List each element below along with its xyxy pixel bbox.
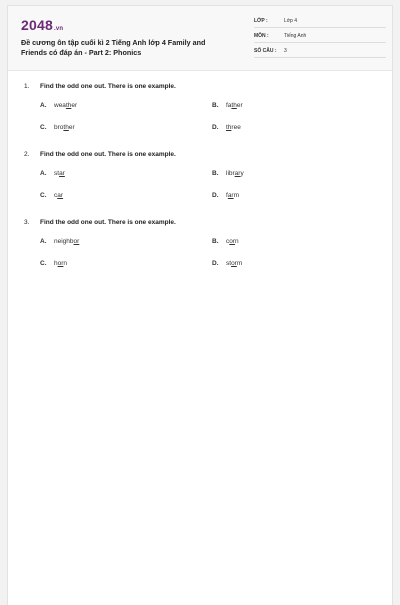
option-text: n [63,260,68,267]
question-2-title [24,151,176,158]
question-1-title [24,83,176,90]
option-text: neighb [54,238,74,245]
q2-option-a[interactable] [40,170,65,177]
q3-option-c[interactable] [40,260,67,267]
option-text: m [233,192,240,199]
option-letter: A. [40,102,47,109]
option-underlined: ar [227,192,234,199]
option-text: wea [54,102,66,109]
option-text: ree [231,124,241,131]
title-line-1: Đề cương ôn tập cuối kì 2 Tiếng Anh lớp 4 Family and [21,38,206,47]
option-letter: B. [212,102,219,109]
option-letter: B. [212,170,219,177]
meta-subject-label: MÔN : [254,33,269,39]
meta-class [254,16,386,28]
page-header [8,6,392,71]
option-letter: C. [40,260,47,267]
q1-option-a[interactable] [40,102,77,109]
option-letter: D. [212,124,219,131]
option-text: fa [226,102,232,109]
meta-class-label: LỚP : [254,18,268,24]
worksheet [7,5,393,605]
question-number: 3. [24,219,30,226]
option-letter: A. [40,238,47,245]
option-underlined: ar [59,170,65,177]
q1-option-d[interactable] [212,124,241,131]
option-letter: D. [212,192,219,199]
option-letter: A. [40,170,47,177]
logo-text: 2048 [21,17,53,33]
option-text: er [236,102,243,109]
meta-class-value: Lớp 4 [284,18,298,24]
option-text: libr [226,170,235,177]
site-logo[interactable] [21,17,63,33]
q3-option-a[interactable] [40,238,79,245]
option-text: st [226,260,232,267]
meta-subject [254,31,386,43]
option-letter: B. [212,238,219,245]
option-text: bro [54,124,64,131]
meta-count-value: 3 [284,48,287,54]
option-underlined: or [231,260,237,267]
option-text: f [226,192,228,199]
q1-option-b[interactable] [212,102,243,109]
option-underlined: th [63,124,69,131]
option-text: m [236,260,243,267]
page-title [21,38,231,58]
option-text: st [54,170,60,177]
q2-option-b[interactable] [212,170,244,177]
logo-suffix: .vn [53,26,64,32]
option-text: er [68,124,75,131]
meta-count [254,46,386,58]
q2-option-c[interactable] [40,192,63,199]
meta-count-label: SỐ CÂU : [254,48,277,54]
question-number: 2. [24,151,30,158]
option-text: er [71,102,78,109]
option-underlined: ar [57,192,64,199]
option-letter: C. [40,124,47,131]
option-underlined: ar [234,170,241,177]
option-text: n [235,238,239,245]
option-text: y [240,170,244,177]
option-underlined: th [226,124,232,131]
q3-option-b[interactable] [212,238,239,245]
option-letter: C. [40,192,47,199]
option-letter: D. [212,260,219,267]
question-text: Find the odd one out. There is one example. [40,83,176,90]
q3-option-d[interactable] [212,260,242,267]
question-text: Find the odd one out. There is one example. [40,151,176,158]
option-underlined: th [65,102,72,109]
option-underlined: or [229,238,236,245]
title-line-2: Friends có đáp án - Part 2: Phonics [21,48,142,57]
question-number: 1. [24,83,30,90]
meta-subject-value: Tiếng Anh [284,33,307,39]
option-text: c [54,192,58,199]
option-text: c [226,238,230,245]
q2-option-d[interactable] [212,192,239,199]
option-underlined: or [57,260,64,267]
option-text: h [54,260,58,267]
question-3-title [24,219,176,226]
option-underlined: th [231,102,237,109]
q1-option-c[interactable] [40,124,75,131]
option-underlined: or [73,238,80,245]
question-text: Find the odd one out. There is one example. [40,219,176,226]
